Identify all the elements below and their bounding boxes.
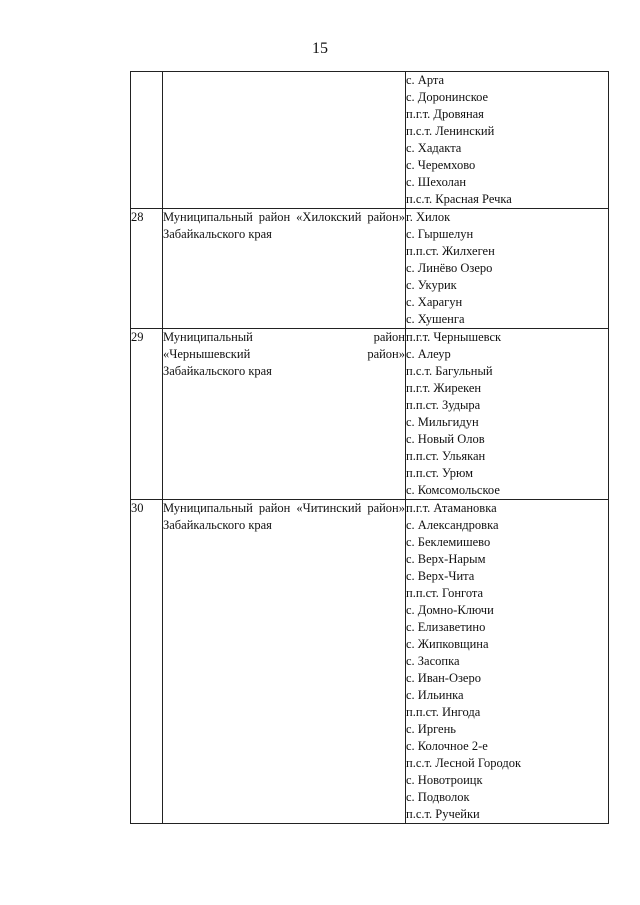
table-row [131, 500, 609, 824]
district-name-word: Забайкальского края [163, 364, 272, 378]
settlement-item: с. Домно-Ключи [406, 603, 494, 617]
settlement-item: п.г.т. Атамановка [406, 501, 497, 515]
settlement-item: с. Иван-Озеро [406, 671, 481, 685]
settlement-item: с. Новотроицк [406, 773, 483, 787]
table-row [131, 329, 609, 500]
settlement-item: с. Ильинка [406, 688, 464, 702]
settlement-item: п.п.ст. Ингода [406, 705, 481, 719]
settlement-item: п.г.т. Дровяная [406, 107, 484, 121]
settlement-item: с. Арта [406, 73, 445, 87]
settlements-list [406, 329, 609, 500]
district-name-text: Муниципальный район «Хилокский район» Забайкальского края [163, 210, 405, 241]
settlement-item: с. Иргень [406, 722, 456, 736]
settlement-item: с. Шехолан [406, 175, 467, 189]
district-name-word: район [373, 330, 405, 344]
settlement-item: с. Беклемишево [406, 535, 491, 549]
settlement-item: п.с.т. Красная Речка [406, 192, 512, 206]
settlement-item: с. Линёво Озеро [406, 261, 493, 275]
district-name-word: «Чернышевский [163, 347, 251, 361]
district-name-word: район» [367, 347, 405, 361]
district-name [163, 329, 406, 500]
settlement-item: с. Харагун [406, 295, 463, 309]
settlements-list [406, 72, 609, 209]
settlement-item: п.с.т. Ручейки [406, 807, 480, 821]
district-name-line [163, 346, 405, 363]
district-name-word: Муниципальный [163, 330, 253, 344]
settlement-item: п.п.ст. Ульякан [406, 449, 486, 463]
settlements-list [406, 500, 609, 824]
settlement-item: п.п.ст. Гонгота [406, 586, 484, 600]
settlements-table [130, 71, 609, 824]
settlements-list [406, 209, 609, 329]
row-number: 30 [131, 500, 163, 824]
settlement-item: с. Засопка [406, 654, 460, 668]
settlement-item: с. Алеур [406, 347, 451, 361]
settlement-item: с. Новый Олов [406, 432, 485, 446]
settlement-item: с. Доронинское [406, 90, 489, 104]
settlement-item: п.п.ст. Зудыра [406, 398, 481, 412]
district-name [163, 72, 406, 209]
row-number: 29 [131, 329, 163, 500]
settlement-item: п.г.т. Чернышевск [406, 330, 502, 344]
settlement-item: с. Черемхово [406, 158, 476, 172]
district-name-text: Муниципальный район «Читинский район» Забайкальского края [163, 501, 405, 532]
table-row [131, 72, 609, 209]
settlement-item: п.с.т. Лесной Городок [406, 756, 522, 770]
settlement-item: с. Мильгидун [406, 415, 479, 429]
settlement-item: с. Верх-Нарым [406, 552, 486, 566]
settlement-item: с. Гыршелун [406, 227, 474, 241]
settlement-item: с. Укурик [406, 278, 457, 292]
settlement-item: п.с.т. Ленинский [406, 124, 495, 138]
settlement-item: п.п.ст. Урюм [406, 466, 474, 480]
settlement-item: с. Жипковщина [406, 637, 489, 651]
settlement-item: с. Верх-Чита [406, 569, 475, 583]
row-number: 28 [131, 209, 163, 329]
settlement-item: с. Колочное 2-е [406, 739, 488, 753]
page-number: 15 [312, 40, 328, 57]
row-number [131, 72, 163, 209]
settlement-item: с. Хадакта [406, 141, 462, 155]
district-name [163, 500, 406, 824]
settlement-item: с. Хушенга [406, 312, 465, 326]
district-name [163, 209, 406, 329]
settlement-item: с. Елизаветино [406, 620, 486, 634]
table-row [131, 209, 609, 329]
settlement-item: с. Подволок [406, 790, 470, 804]
district-name-line [163, 363, 405, 380]
settlement-item: с. Комсомольское [406, 483, 500, 497]
settlement-item: с. Александровка [406, 518, 499, 532]
settlement-item: п.п.ст. Жилхеген [406, 244, 495, 258]
settlement-item: г. Хилок [406, 210, 451, 224]
settlement-item: п.с.т. Багульный [406, 364, 493, 378]
settlement-item: п.г.т. Жирекен [406, 381, 482, 395]
district-name-line [163, 329, 405, 346]
